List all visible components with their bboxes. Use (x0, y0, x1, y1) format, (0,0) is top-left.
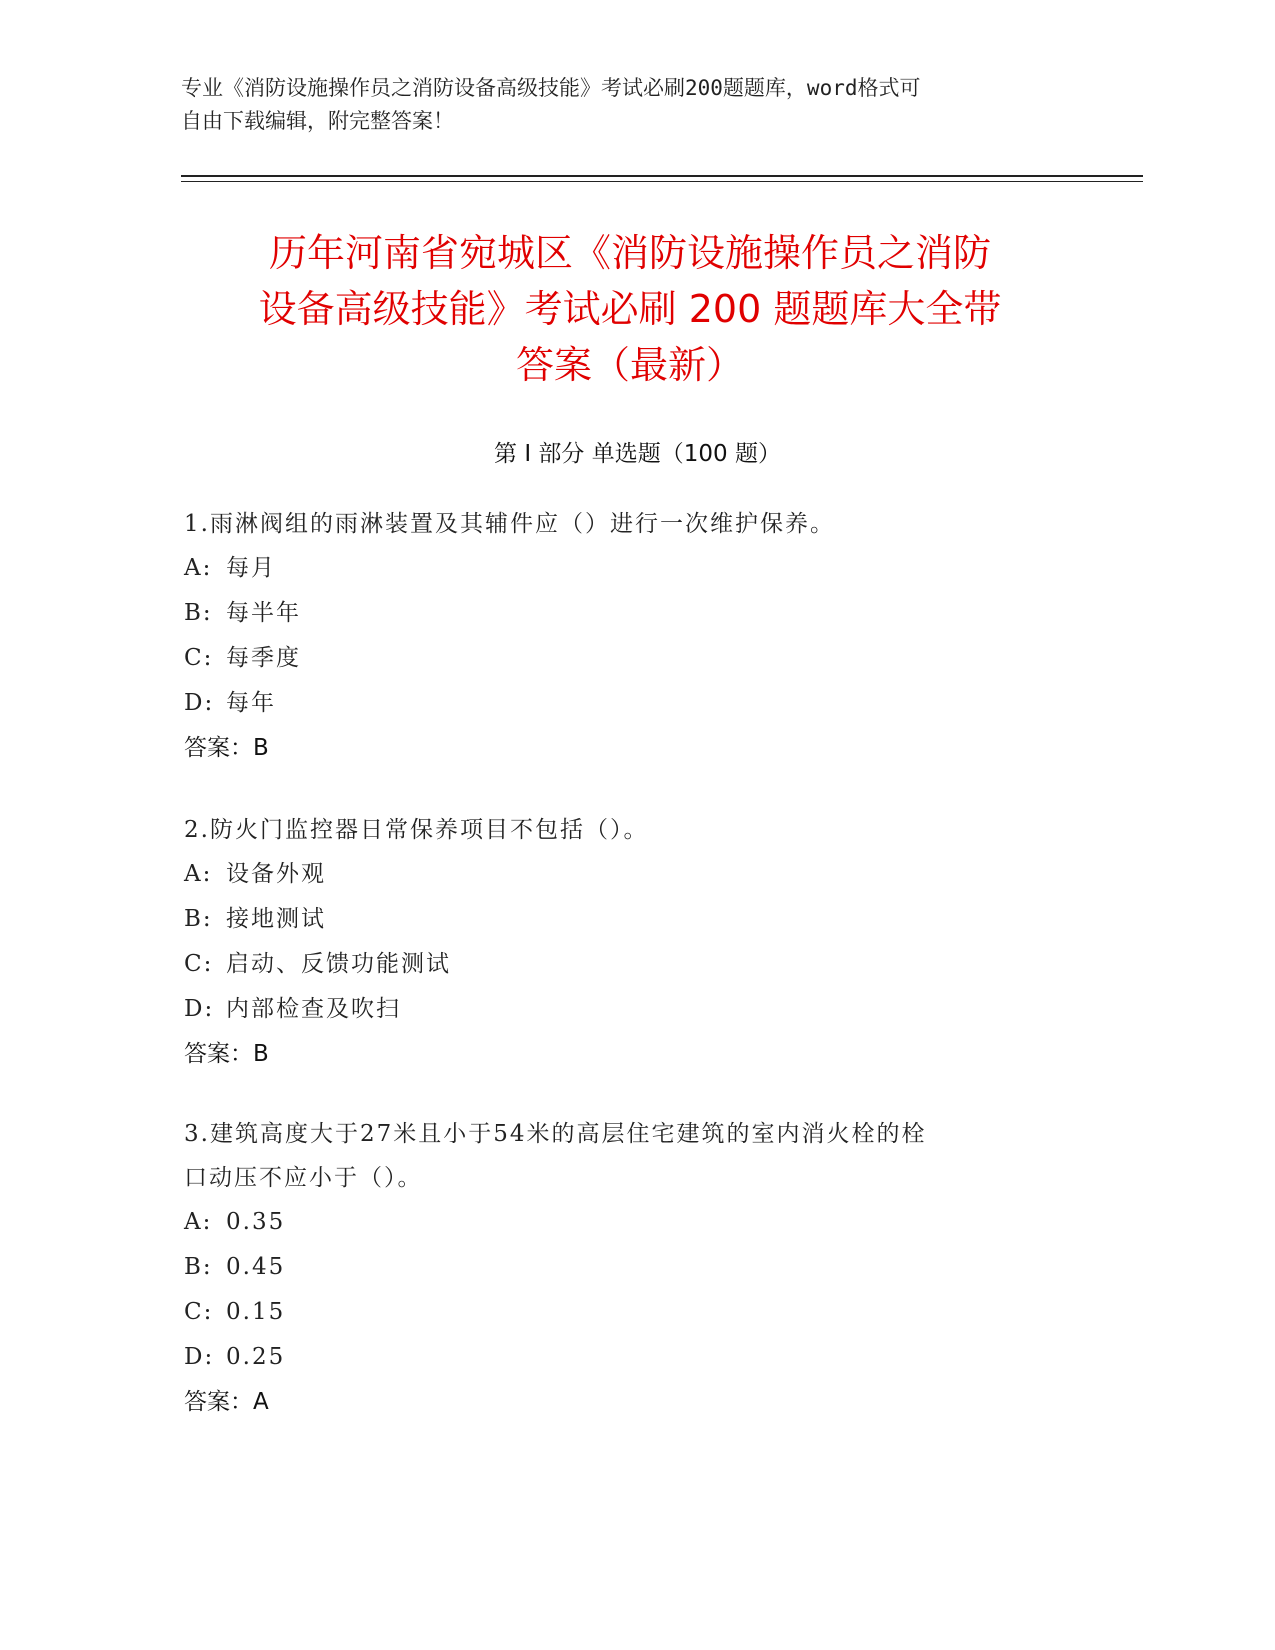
option-text: 0.15 (226, 1299, 286, 1325)
question-option (184, 681, 1084, 726)
title-line: 历年河南省宛城区《消防设施操作员之消防 (268, 231, 991, 275)
option-text: 每半年 (226, 600, 301, 626)
option-label: C: (184, 951, 214, 977)
option-label: B: (184, 600, 213, 626)
title-line: 答案（最新） (515, 343, 744, 387)
title-line: 设备高级技能》考试必刷 200 题题库大全带 (258, 287, 1002, 331)
question-option (184, 636, 1084, 681)
question-stem: 口动压不应小于（）。 (184, 1165, 423, 1191)
question-item (184, 502, 1084, 771)
option-label: A: (184, 1209, 213, 1235)
question-stem: 2.防火门监控器日常保养项目不包括（）。 (184, 817, 649, 843)
header-divider-thin (181, 181, 1143, 182)
option-label: D: (184, 1344, 215, 1370)
question-option (184, 1335, 1084, 1380)
question-option (184, 987, 1084, 1032)
question-item (184, 1112, 1084, 1425)
question-item (184, 808, 1084, 1077)
document-title (170, 225, 1090, 393)
question-stem: 1.雨淋阀组的雨淋装置及其辅件应（）进行一次维护保养。 (184, 511, 835, 537)
option-text: 接地测试 (226, 906, 326, 932)
header-note-line: 自由下载编辑，附完整答案！ (181, 109, 454, 133)
question-option (184, 897, 1084, 942)
question-option (184, 1245, 1084, 1290)
option-text: 每年 (226, 690, 276, 716)
option-label: A: (184, 861, 213, 887)
header-note (181, 72, 1061, 138)
header-note-line: 专业《消防设施操作员之消防设备高级技能》考试必刷200题题库，word格式可 (181, 76, 921, 100)
option-text: 内部检查及吹扫 (226, 996, 401, 1022)
header-divider-thick (181, 175, 1143, 177)
option-label: C: (184, 1299, 214, 1325)
question-answer: 答案：B (184, 1041, 269, 1067)
question-option (184, 852, 1084, 897)
question-option (184, 1290, 1084, 1335)
option-text: 0.35 (226, 1209, 286, 1235)
option-text: 0.45 (226, 1254, 286, 1280)
section-heading: 第 I 部分 单选题（100 题） (494, 441, 781, 467)
question-option (184, 546, 1084, 591)
option-label: D: (184, 996, 215, 1022)
question-option (184, 591, 1084, 636)
option-text: 启动、反馈功能测试 (226, 951, 451, 977)
option-text: 每月 (226, 555, 276, 581)
question-stem: 3.建筑高度大于27米且小于54米的高层住宅建筑的室内消火栓的栓 (184, 1121, 927, 1147)
option-label: C: (184, 645, 214, 671)
option-text: 设备外观 (226, 861, 326, 887)
question-option (184, 1200, 1084, 1245)
question-answer: 答案：A (184, 1389, 269, 1415)
option-label: D: (184, 690, 215, 716)
option-text: 每季度 (226, 645, 301, 671)
option-label: A: (184, 555, 213, 581)
question-option (184, 942, 1084, 987)
option-text: 0.25 (226, 1344, 286, 1370)
question-answer: 答案：B (184, 735, 269, 761)
option-label: B: (184, 1254, 213, 1280)
option-label: B: (184, 906, 213, 932)
